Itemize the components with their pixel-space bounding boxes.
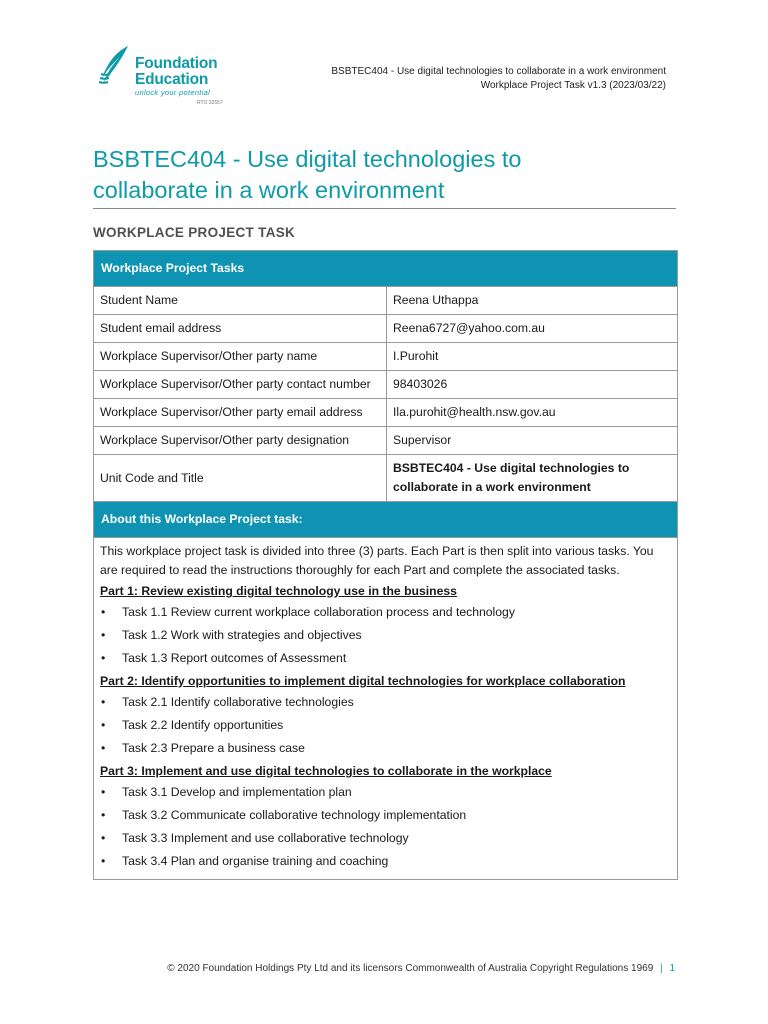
task-2-2: Task 2.2 Identify opportunities [122, 718, 284, 732]
row-label-supervisor-designation: Workplace Supervisor/Other party designation [94, 427, 387, 455]
bullet-icon: • [101, 741, 106, 755]
part-1-heading: Part 1: Review existing digital technology use in the business [100, 584, 457, 598]
row-label-student-email: Student email address [94, 315, 387, 343]
task-2-1: Task 2.1 Identify collaborative technologies [122, 695, 354, 709]
page-title [93, 144, 678, 206]
bullet-icon: • [101, 695, 106, 709]
row-label-supervisor-email: Workplace Supervisor/Other party email address [94, 399, 387, 427]
list-item [100, 829, 671, 848]
logo-tagline: unlock your potential [135, 88, 211, 97]
foundation-education-logo [98, 44, 238, 108]
page-title-line1: BSBTEC404 - Use digital technologies to [93, 146, 522, 172]
task-1-2: Task 1.2 Work with strategies and objectives [122, 628, 362, 642]
section-subtitle: WORKPLACE PROJECT TASK [93, 225, 296, 240]
list-item [100, 739, 671, 758]
task-3-2: Task 3.2 Communicate collaborative technology implementation [122, 808, 467, 822]
table-row [94, 343, 678, 371]
document-header-info [331, 65, 666, 93]
title-divider [93, 208, 676, 209]
row-value-supervisor-name: I.Purohit [387, 343, 678, 371]
page-title-line2: collaborate in a work environment [93, 177, 445, 203]
page-number: 1 [669, 963, 675, 974]
bullet-icon: • [101, 651, 106, 665]
table-header-cell: Workplace Project Tasks [94, 251, 678, 287]
task-3-1: Task 3.1 Develop and implementation plan [122, 785, 352, 799]
header-version-line: Workplace Project Task v1.3 (2023/03/22) [480, 80, 666, 91]
bullet-icon: • [101, 854, 106, 868]
page-header [0, 0, 768, 120]
list-item [100, 783, 671, 802]
table-row [94, 538, 678, 880]
bullet-icon: • [101, 831, 106, 845]
header-unit-line: BSBTEC404 - Use digital technologies to collaborate in a work environment [331, 66, 666, 77]
row-label-unit-code: Unit Code and Title [94, 455, 387, 502]
row-label-supervisor-name: Workplace Supervisor/Other party name [94, 343, 387, 371]
task-3-3: Task 3.3 Implement and use collaborative technology [122, 831, 409, 845]
task-2-3: Task 2.3 Prepare a business case [122, 741, 305, 755]
table-header-row [94, 502, 678, 538]
row-value-unit-code: BSBTEC404 - Use digital technologies to collaborate in a work environment [387, 455, 678, 502]
footer-copyright: © 2020 Foundation Holdings Pty Ltd and its licensors Commonwealth of Australia Copyright Regulations 1969 [167, 963, 654, 974]
intro-paragraph: This workplace project task is divided into three (3) parts. Each Part is then split into various tasks. You are required to read the instructions thoroughly for each Part and complete the associated tasks. [100, 544, 654, 577]
task-1-3: Task 1.3 Report outcomes of Assessment [122, 651, 347, 665]
list-item [100, 626, 671, 645]
task-1-1: Task 1.1 Review current workplace collaboration process and technology [122, 605, 515, 619]
feather-quill-icon [98, 44, 134, 88]
row-value-student-email: Reena6727@yahoo.com.au [387, 315, 678, 343]
row-value-supervisor-email: Ila.purohit@health.nsw.gov.au [387, 399, 678, 427]
list-item [100, 603, 671, 622]
row-label-supervisor-contact: Workplace Supervisor/Other party contact number [94, 371, 387, 399]
list-item [100, 693, 671, 712]
workplace-project-table [93, 250, 678, 880]
footer-separator: | [660, 963, 663, 974]
bullet-icon: • [101, 808, 106, 822]
table-header-row [94, 251, 678, 287]
table-row [94, 455, 678, 502]
logo-rto-number: RTO 32557 [197, 100, 223, 106]
logo-name-line1: Foundation [135, 55, 218, 72]
page-footer [167, 962, 675, 976]
table-row [94, 427, 678, 455]
table-row [94, 371, 678, 399]
row-label-student-name: Student Name [94, 287, 387, 315]
row-value-student-name: Reena Uthappa [387, 287, 678, 315]
bullet-icon: • [101, 605, 106, 619]
table-row [94, 287, 678, 315]
list-item [100, 716, 671, 735]
part-2-heading: Part 2: Identify opportunities to implement digital technologies for workplace collaboration [100, 674, 626, 688]
logo-wordmark [135, 56, 217, 88]
list-item [100, 852, 671, 871]
list-item [100, 806, 671, 825]
row-value-supervisor-designation: Supervisor [387, 427, 678, 455]
part-3-heading: Part 3: Implement and use digital technologies to collaborate in the workplace [100, 764, 552, 778]
task-3-4: Task 3.4 Plan and organise training and coaching [122, 854, 389, 868]
bullet-icon: • [101, 785, 106, 799]
bullet-icon: • [101, 628, 106, 642]
list-item [100, 649, 671, 668]
table-row [94, 399, 678, 427]
logo-name-line2: Education [135, 71, 209, 88]
table-row [94, 315, 678, 343]
about-header-cell: About this Workplace Project task: [94, 502, 678, 538]
row-value-supervisor-contact: 98403026 [387, 371, 678, 399]
bullet-icon: • [101, 718, 106, 732]
about-description-cell [94, 538, 678, 880]
